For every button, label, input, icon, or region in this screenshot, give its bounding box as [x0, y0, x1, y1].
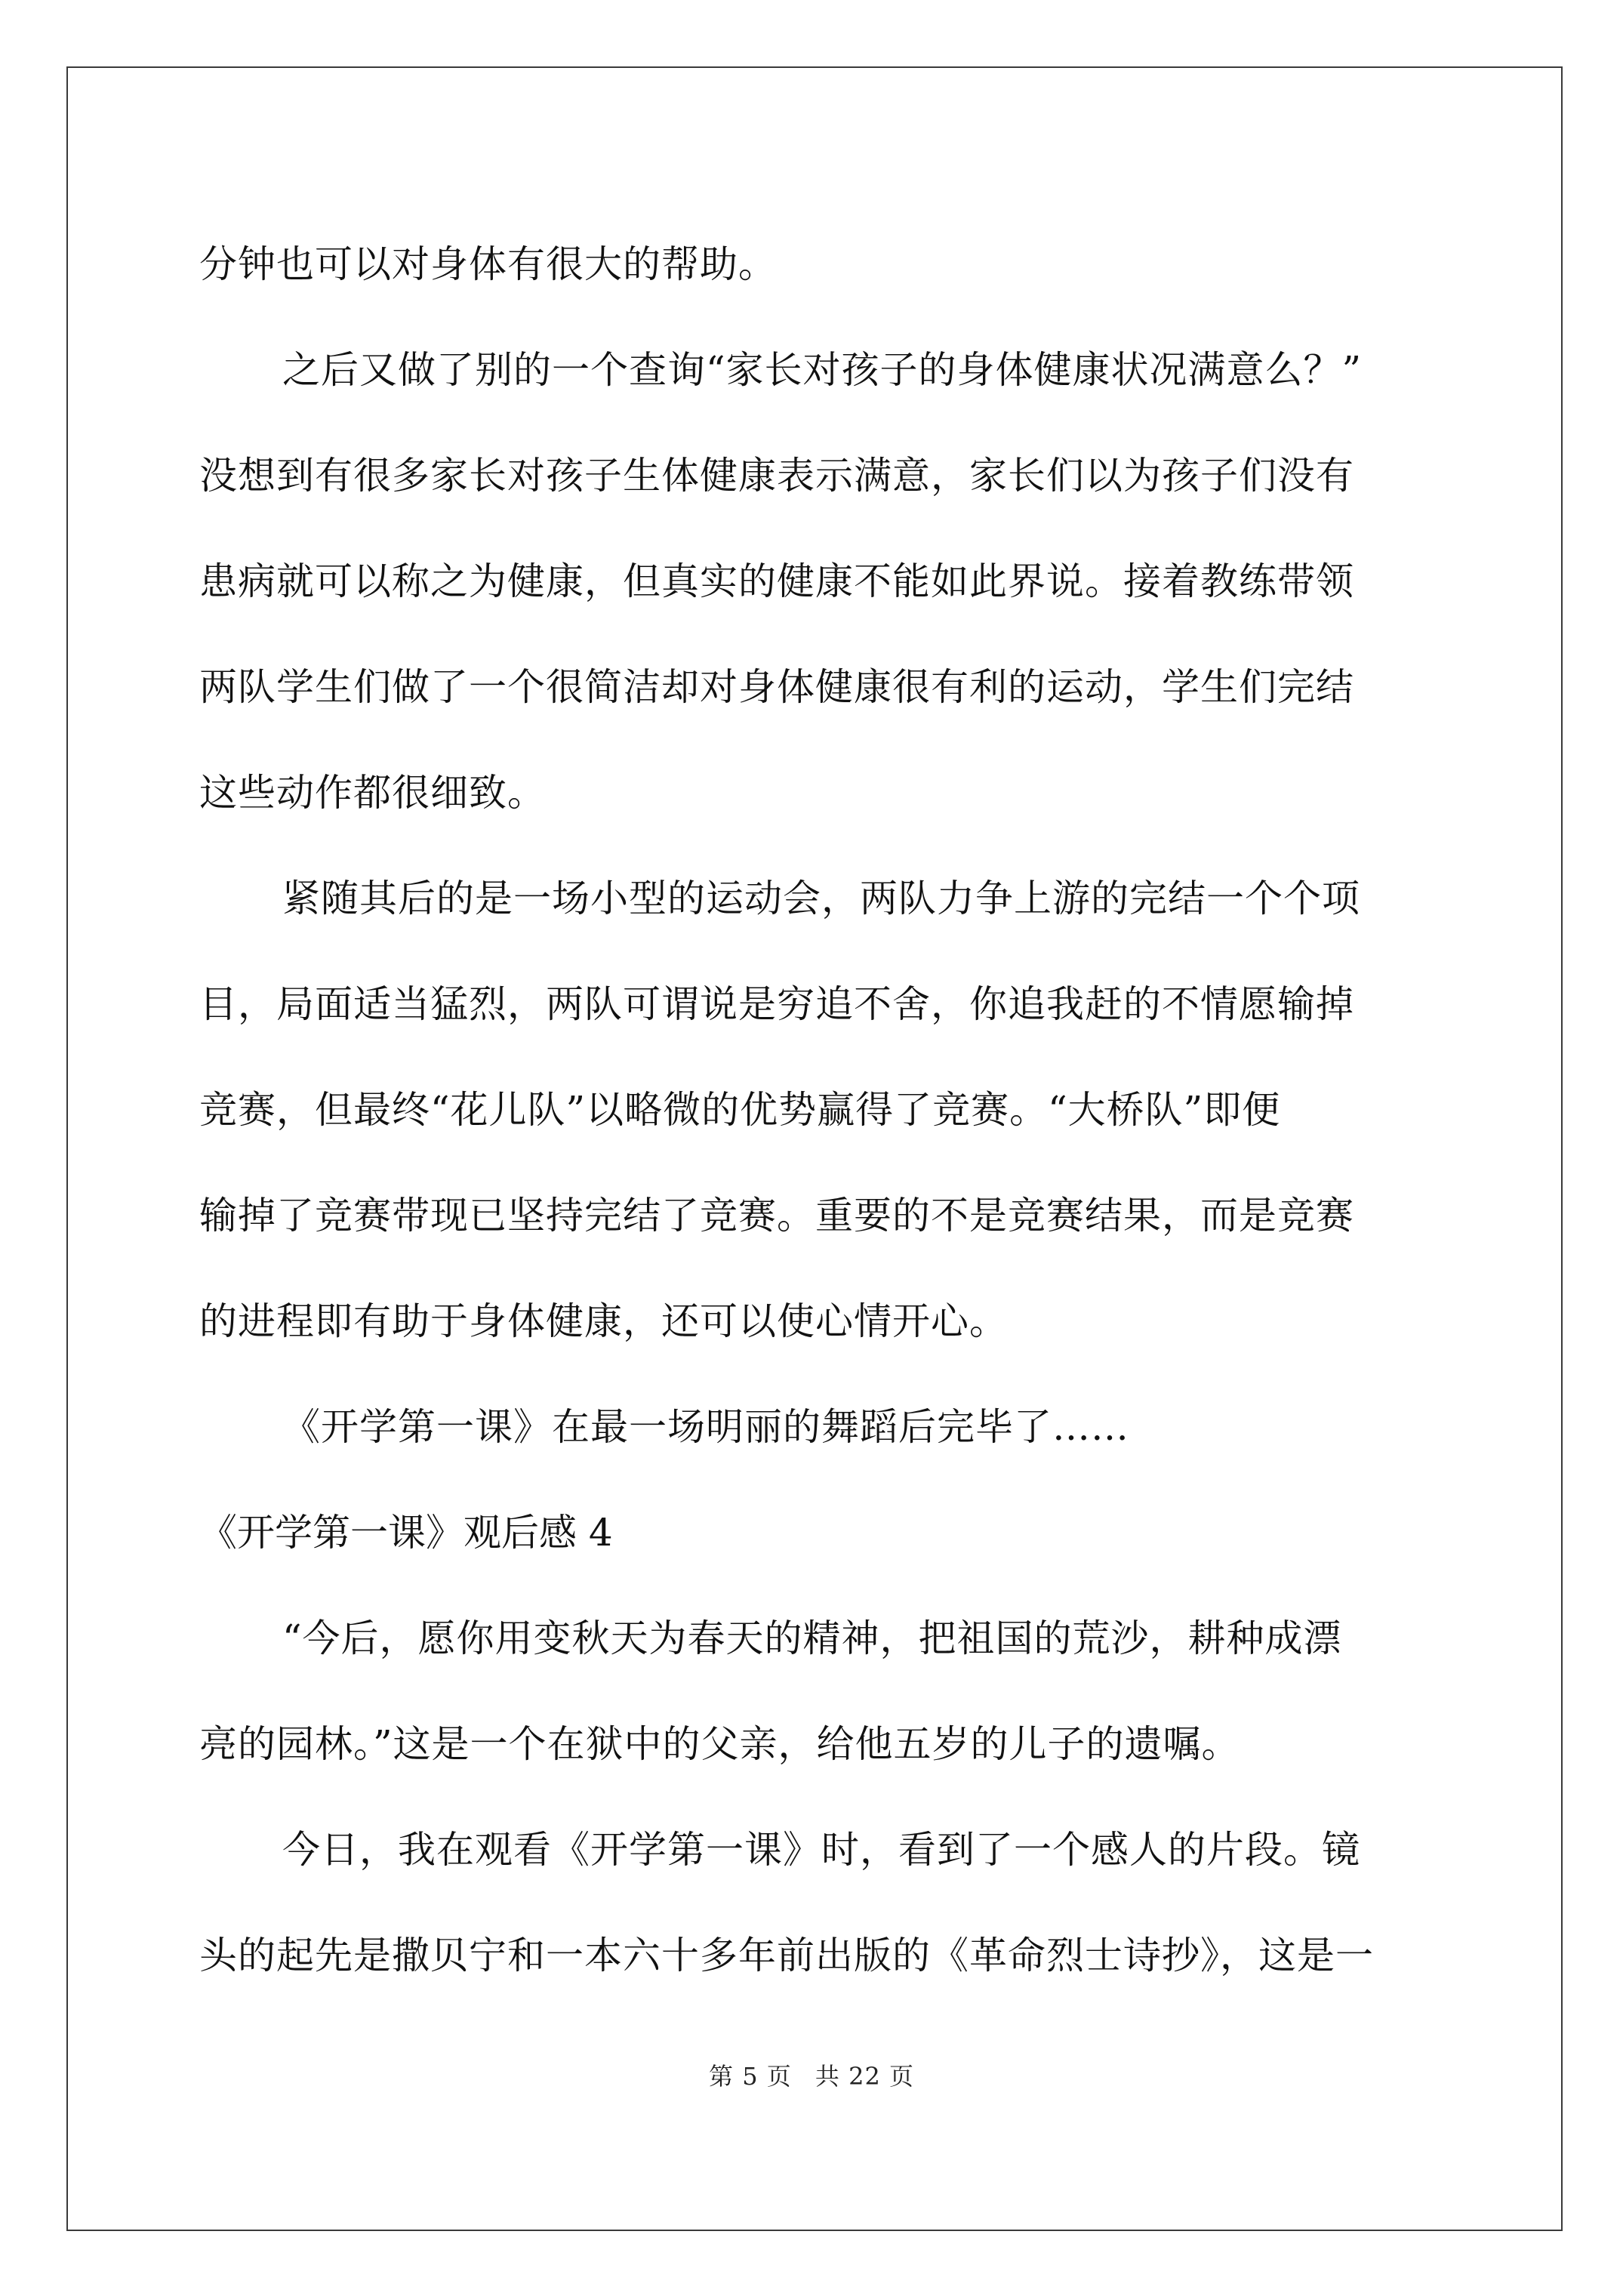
text-line: 没想到有很多家长对孩子生体健康表示满意，家长们以为孩子们没有 — [199, 454, 1354, 498]
paragraph-start: 今日，我在观看《开学第一课》时，看到了一个感人的片段。镜 — [282, 1828, 1360, 1872]
paragraph-start: 《开学第一课》在最一场明丽的舞蹈后完毕了…… — [282, 1405, 1129, 1449]
page-number: 第 5 页 — [709, 2062, 792, 2091]
paragraph-start: 紧随其后的是一场小型的运动会，两队力争上游的完结一个个项 — [282, 877, 1360, 920]
section-heading: 《开学第一课》观后感 4 — [199, 1511, 613, 1555]
text-line: 的进程即有助于身体健康，还可以使心情开心。 — [199, 1299, 1008, 1343]
paragraph-start: “今后，愿你用变秋天为春天的精神，把祖国的荒沙，耕种成漂 — [282, 1616, 1342, 1660]
text-line: 这些动作都很细致。 — [199, 771, 546, 815]
text-line: 亮的园林。”这是一个在狱中的父亲，给他五岁的儿子的遗嘱。 — [199, 1722, 1240, 1766]
page-footer — [0, 2057, 1623, 2092]
page-total: 共 22 页 — [815, 2062, 914, 2091]
text-line: 头的起先是撒贝宁和一本六十多年前出版的《革命烈士诗抄》，这是一 — [199, 1934, 1374, 1977]
text-line: 竞赛，但最终“花儿队”以略微的优势赢得了竞赛。“大桥队”即便 — [199, 1088, 1281, 1132]
text-line: 输掉了竞赛带现已坚持完结了竞赛。重要的不是竞赛结果，而是竞赛 — [199, 1194, 1354, 1237]
document-body — [199, 211, 1437, 2008]
text-line: 分钟也可以对身体有很大的帮助。 — [199, 242, 777, 286]
text-line: 目，局面适当猛烈，两队可谓说是穷追不舍，你追我赶的不情愿输掉 — [199, 982, 1354, 1026]
text-line: 两队学生们做了一个很简洁却对身体健康很有利的运动，学生们完结 — [199, 665, 1354, 709]
paragraph-start: 之后又做了别的一个查询“家长对孩子的身体健康状况满意么？” — [282, 348, 1363, 392]
text-line: 患病就可以称之为健康，但真实的健康不能如此界说。接着教练带领 — [199, 559, 1354, 603]
